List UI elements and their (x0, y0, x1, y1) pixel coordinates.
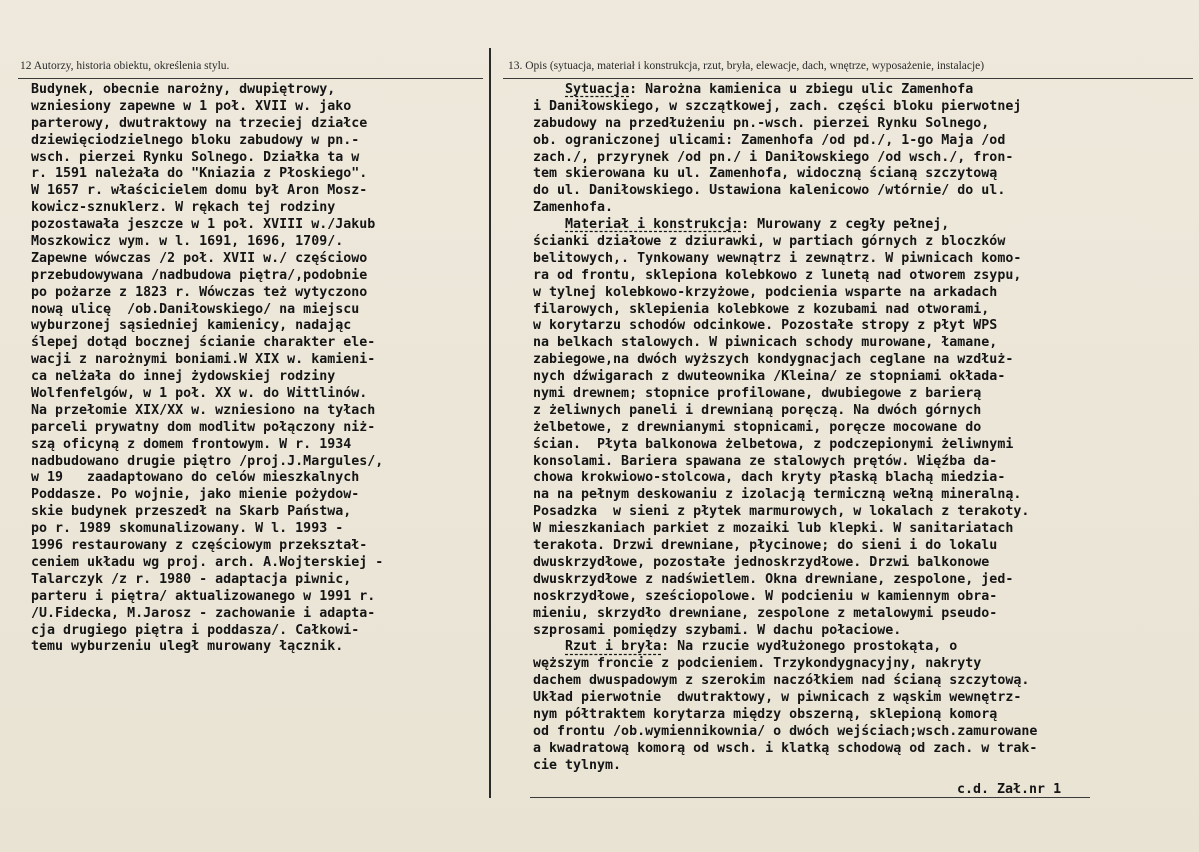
text-line: ca nelżała do innej żydowskiej rodziny (31, 369, 336, 385)
text-line (533, 589, 1193, 606)
text-line (533, 234, 1193, 251)
text-line: skie budynek przeszedł na Skarb Państwa, (31, 504, 352, 520)
text-line (533, 572, 1193, 589)
text-line: cja drugiego piętra i poddasza/. Całkowi- (31, 622, 360, 638)
text-line (533, 166, 1193, 183)
text-line (533, 555, 1193, 572)
text-line: pozostawała jeszcze w 1 poł. XVIII w./Jakub (31, 217, 376, 233)
text-line (533, 133, 1193, 150)
text-line (533, 285, 1193, 302)
line-text: w tylnej kolebkowo-krzyżowe, podcienia wsparte na arkadach (533, 284, 998, 300)
text-line: 1996 restaurowany z częściowym przekształ- (31, 538, 368, 554)
line-text: zabudowy na przedłużeniu pn.-wsch. pierzei Rynku Solnego, (533, 115, 990, 131)
text-line: szą oficyną z domem frontowym. W r. 1934 (31, 436, 352, 452)
line-text: konsolami. Bariera spawana ze stalowych prętów. Więźba da- (533, 453, 998, 469)
text-line: w 19 zaadaptowano do celów mieszkalnych (31, 470, 360, 486)
text-line: Wolfenfelgów, w 1 poł. XX w. do Wittlinów. (31, 386, 368, 402)
text-line: wyburzonej sąsiedniej kamienicy, nadając (31, 318, 352, 334)
text-line (533, 403, 1193, 420)
text-line (533, 758, 1193, 775)
line-text: noskrzydłowe, sześciopolowe. W podcieniu w kamiennym obra- (533, 588, 998, 604)
text-line: Zapewne wówczas /2 poł. XVII w./ częściowo (31, 250, 368, 266)
text-line: parceli prywatny dom modlitw połączony niż- (31, 419, 376, 435)
text-line (533, 369, 1193, 386)
line-text: : Murowany z cegły pełnej, (741, 217, 950, 233)
section-heading-line (533, 639, 1193, 656)
line-text: nymi drewnem; stopnice profilowane, dwubiegowe z barierą (533, 386, 982, 402)
line-text: dwuskrzydłowe, pozostałe jednoskrzydłowe. Drzwi balkonowe (533, 554, 990, 570)
line-text: żelbetowe, z drewnianymi stopnicami, poręcze mocowane do (533, 419, 982, 435)
text-line: ślepej dotąd bocznej ścianie charakter ele- (31, 335, 376, 351)
line-text: nych dźwigarach z dwuteownika /Kleina/ ze stopniami okłada- (533, 369, 1006, 385)
text-line (533, 386, 1193, 403)
text-line (533, 268, 1193, 285)
line-text: Układ pierwotnie dwutraktowy, w piwnicach z wąskim wewnętrz- (533, 690, 1022, 706)
text-line (533, 521, 1193, 538)
section-title: Rzut i bryła (565, 639, 662, 655)
line-text: dachem dwuspadowym z szerokim naczółkiem nad ścianą szczytową. (533, 673, 1030, 689)
section-title: Sytuacja (565, 82, 630, 97)
text-line (533, 656, 1193, 673)
text-line (533, 741, 1193, 758)
line-text: ob. ograniczonej ulicami: Zamenhofa /od pd./, 1-go Maja /od (533, 132, 1006, 148)
left-section-header: 12 Autorzy, historia obiektu, określenia stylu. (20, 60, 230, 72)
right-header-rule (503, 78, 1193, 79)
line-text: od frontu /ob.wymiennikownia/ o dwóch wejściach;wsch.zamurowane (533, 723, 1038, 739)
text-line: po r. 1989 skomunalizowany. W l. 1993 - (31, 521, 344, 537)
line-indent (533, 82, 565, 97)
section-heading-line (533, 82, 1193, 99)
line-indent (533, 217, 565, 232)
line-text: dwuskrzydłowe z nadświetlem. Okna drewniane, zespolone, jed- (533, 571, 1014, 587)
line-text: węższym froncie z podcieniem. Trzykondygnacyjny, nakryty (533, 656, 982, 672)
section-heading-line (533, 217, 1193, 234)
text-line: temu wyburzeniu uległ murowany łącznik. (31, 639, 344, 655)
column-divider (489, 48, 491, 798)
line-text: belitowych,. Tynkowany wewnątrz i zewnątrz. W piwnicach komo- (533, 250, 1022, 266)
text-line (533, 673, 1193, 690)
text-line (533, 420, 1193, 437)
text-line (533, 251, 1193, 268)
line-text: W mieszkaniach parkiet z mozaiki lub klepki. W sanitariatach (533, 521, 1014, 537)
line-text: szprosami pomiędzy szybami. W dachu połaciowe. (533, 622, 902, 638)
line-text: ścianki działowe z dziurawki, w partiach górnych z bloczków (533, 234, 1006, 250)
line-text: chowa krokwiowo-stolcowa, dach kryty płaską blachą miedzia- (533, 470, 1006, 486)
text-line (533, 302, 1193, 319)
text-line: przebudowywana /nadbudowa piętra/,podobnie (31, 267, 368, 283)
text-line: ceniem układu wg proj. arch. A.Wojterskiej - (31, 554, 384, 570)
line-text: ra od frontu, sklepiona kolebkowo z lunetą nad otworem zsypu, (533, 267, 1022, 283)
history-text-column (31, 82, 486, 656)
text-line (533, 200, 1193, 217)
line-text: Zamenhofa. (533, 200, 614, 216)
text-line (533, 454, 1193, 471)
line-text: nym półtraktem korytarza między obszerną, sklepioną komorą (533, 706, 998, 722)
line-text: i Daniłowskiego, w szczątkowej, zach. części bloku pierwotnej (533, 98, 1022, 114)
text-line (533, 606, 1193, 623)
text-line (533, 437, 1193, 454)
line-text: na belkach stalowych. W piwnicach schody murowane, łamane, (533, 335, 998, 351)
text-line: W 1657 r. właścicielem domu był Aron Mosz- (31, 183, 368, 199)
text-line (533, 335, 1193, 352)
section-title: Materiał i konstrukcja (565, 217, 742, 233)
text-line (533, 690, 1193, 707)
line-text: ścian. Płyta balkonowa żelbetowa, z podczepionymi żeliwnymi (533, 436, 1014, 452)
line-text: zabiegowe,na dwóch wyższych kondygnacjach ceglane na wzdłuż- (533, 352, 1014, 368)
text-line: Budynek, obecnie narożny, dwupiętrowy, (31, 82, 336, 97)
text-line: /U.Fidecka, M.Jarosz - zachowanie i adapta- (31, 605, 376, 621)
text-line: Talarczyk /z r. 1980 - adaptacja piwnic, (31, 571, 352, 587)
text-line: nadbudowano drugie piętro /proj.J.Margules/, (31, 453, 384, 469)
text-line: po pożarze z 1823 r. Wówczas też wytyczono (31, 284, 368, 300)
left-header-rule (18, 78, 483, 79)
line-text: a kwadratową komorą od wsch. i klatką schodową od zach. w trak- (533, 740, 1038, 756)
text-line: wacji z narożnymi boniami.W XIX w. kamieni- (31, 352, 376, 368)
line-text: : Narożna kamienica u zbiegu ulic Zamenhofa (629, 82, 974, 97)
text-line: wzniesiony zapewne w 1 poł. XVII w. jako (31, 98, 352, 114)
text-line: parteru i piętra/ aktualizowanego w 1991 r. (31, 588, 376, 604)
text-line: parterowy, dwutraktowy na trzeciej działce (31, 115, 368, 131)
text-line (533, 724, 1193, 741)
text-line (533, 99, 1193, 116)
text-line: Poddasze. Po wojnie, jako mienie pożydow- (31, 487, 360, 503)
line-text: z żeliwnych paneli i drewnianą poręczą. Na dwóch górnych (533, 402, 982, 418)
line-text: filarowych, sklepienia kolebkowe z kozubami nad otworami, (533, 301, 990, 317)
line-text: zach./, przyrynek /od pn./ i Daniłowskiego /od wsch./, fron- (533, 149, 1014, 165)
text-line (533, 504, 1193, 521)
line-text: do ul. Daniłowskiego. Ustawiona kalenicowo /wtórnie/ do ul. (533, 183, 1006, 199)
text-line (533, 352, 1193, 369)
text-line: dziewięciodzielnego bloku zabudowy w pn.- (31, 132, 360, 148)
line-text: tem skierowana ku ul. Zamenhofa, widoczną ścianą szczytową (533, 166, 998, 182)
text-line: nową ulicę /ob.Daniłowskiego/ na miejscu (31, 301, 360, 317)
text-line: r. 1591 należała do "Kniazia z Płoskiego". (31, 166, 368, 182)
text-line (533, 318, 1193, 335)
bottom-rule (530, 797, 1090, 798)
line-indent (533, 639, 565, 654)
continuation-note: c.d. Zał.nr 1 (957, 782, 1062, 797)
text-line (533, 470, 1193, 487)
line-text: na na pełnym deskowaniu z izolacją termiczną wełną mineralną. (533, 487, 1022, 503)
line-text: : Na rzucie wydłużonego prostokąta, o (661, 639, 958, 655)
line-text: terakota. Drzwi drewniane, płycinowe; do sieni i do lokalu (533, 538, 998, 554)
line-text: w korytarzu schodów odcinkowe. Pozostałe stropy z płyt WPS (533, 318, 998, 334)
text-line: Na przełomie XIX/XX w. wzniesiono na tyłach (31, 402, 376, 418)
text-line: wsch. pierzei Rynku Solnego. Działka ta w (31, 149, 360, 165)
text-line (533, 183, 1193, 200)
text-line (533, 150, 1193, 167)
text-line (533, 707, 1193, 724)
text-line (533, 623, 1193, 640)
line-text: mieniu, skrzydło drewniane, zespolone z metalowymi pseudo- (533, 605, 998, 621)
line-text: Posadzka w sieni z płytek marmurowych, w lokalach z terakoty. (533, 504, 1030, 520)
text-line: Moszkowicz wym. w l. 1691, 1696, 1709/. (31, 234, 344, 250)
text-line (533, 538, 1193, 555)
line-text: cie tylnym. (533, 757, 622, 773)
text-line: kowicz-sznuklerz. W rękach tej rodziny (31, 200, 336, 216)
text-line (533, 487, 1193, 504)
description-text-column (533, 82, 1193, 775)
right-section-header: 13. Opis (sytuacja, materiał i konstrukcja, rzut, bryła, elewacje, dach, wnętrze, wyposażenie, instalacje) (508, 60, 985, 72)
text-line (533, 116, 1193, 133)
